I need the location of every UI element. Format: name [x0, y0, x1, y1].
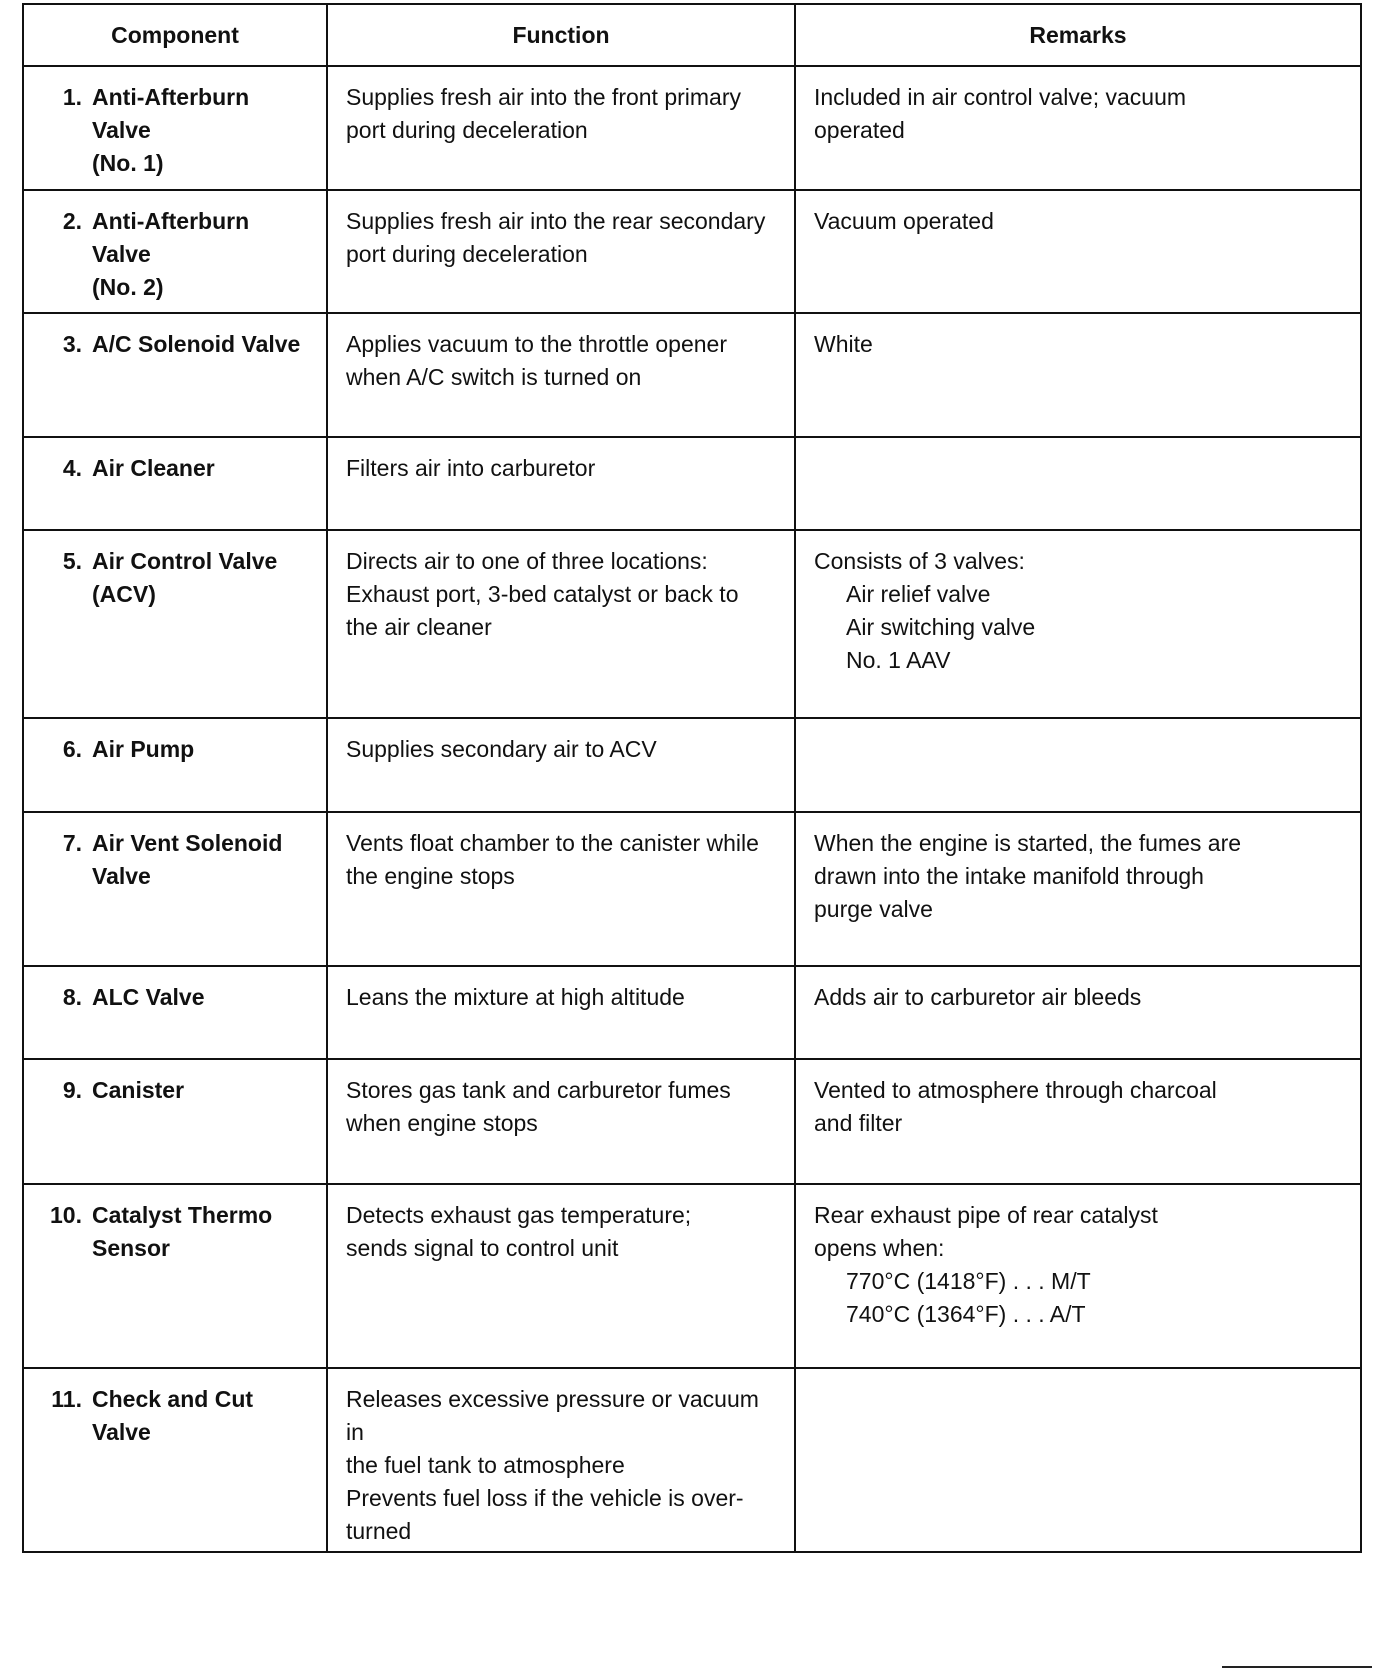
table-row — [23, 718, 1361, 812]
remarks-cell — [795, 718, 1361, 812]
function-cell — [327, 437, 795, 530]
table-row — [23, 437, 1361, 530]
remarks-line: White — [814, 331, 873, 357]
function-line: the air cleaner — [346, 614, 492, 640]
remarks-cell — [795, 313, 1361, 437]
component-number: 2. — [62, 208, 82, 234]
component-name-line: Anti-Afterburn Valve — [92, 208, 250, 267]
function-cell — [327, 1368, 795, 1552]
function-line: Supplies secondary air to ACV — [346, 736, 657, 762]
remarks-line: Rear exhaust pipe of rear catalyst — [814, 1202, 1158, 1228]
table-row — [23, 1059, 1361, 1184]
table-row — [23, 313, 1361, 437]
component-name — [92, 452, 308, 485]
function-line: Releases excessive pressure or vacuum in — [346, 1386, 759, 1445]
remarks-line: operated — [814, 117, 905, 143]
component-number: 10. — [50, 1202, 82, 1228]
remarks-subitem: 770°C (1418°F) . . . M/T — [846, 1268, 1091, 1294]
component-cell — [23, 1184, 327, 1368]
remarks-subitem: Air switching valve — [846, 614, 1036, 640]
function-line: Supplies fresh air into the front primary — [346, 84, 742, 110]
table-row — [23, 812, 1361, 966]
component-name — [92, 981, 308, 1014]
function-line: Applies vacuum to the throttle opener — [346, 331, 728, 357]
function-line: Directs air to one of three locations: — [346, 548, 708, 574]
remarks-cell — [795, 1184, 1361, 1368]
function-line: Filters air into carburetor — [346, 455, 596, 481]
component-name — [92, 81, 308, 180]
component-name — [92, 1199, 308, 1265]
function-cell — [327, 190, 795, 313]
function-line: turned — [346, 1518, 412, 1544]
component-name — [92, 733, 308, 766]
function-cell — [327, 313, 795, 437]
function-line: sends signal to control unit — [346, 1235, 619, 1261]
function-line: when A/C switch is turned on — [346, 364, 642, 390]
function-line: Stores gas tank and carburetor fumes — [346, 1077, 731, 1103]
remarks-line: Vented to atmosphere through charcoal — [814, 1077, 1217, 1103]
remarks-line: Consists of 3 valves: — [814, 548, 1025, 574]
header-remarks: Remarks — [795, 4, 1361, 66]
component-name — [92, 545, 308, 611]
component-name-line: Air Cleaner — [92, 455, 215, 481]
remarks-line: Included in air control valve; vacuum — [814, 84, 1187, 110]
component-cell — [23, 530, 327, 718]
component-name-line: Air Control Valve — [92, 548, 278, 574]
component-name-line: Anti-Afterburn Valve — [92, 84, 250, 143]
remarks-line: When the engine is started, the fumes are — [814, 830, 1242, 856]
component-cell — [23, 718, 327, 812]
component-cell — [23, 1368, 327, 1552]
function-cell — [327, 1059, 795, 1184]
component-cell — [23, 812, 327, 966]
component-name-line: (ACV) — [92, 581, 156, 607]
component-number: 5. — [62, 548, 82, 574]
remarks-cell — [795, 966, 1361, 1059]
function-cell — [327, 1184, 795, 1368]
component-number: 7. — [62, 830, 82, 856]
component-name-line: (No. 2) — [92, 274, 164, 300]
remarks-cell — [795, 190, 1361, 313]
function-line: when engine stops — [346, 1110, 538, 1136]
component-number: 4. — [62, 455, 82, 481]
component-name-line: (No. 1) — [92, 150, 164, 176]
function-line: Vents float chamber to the canister while — [346, 830, 759, 856]
component-name-line: Canister — [92, 1077, 185, 1103]
remarks-cell — [795, 66, 1361, 190]
function-cell — [327, 718, 795, 812]
remarks-cell — [795, 812, 1361, 966]
table-row — [23, 530, 1361, 718]
function-line: Supplies fresh air into the rear secondary — [346, 208, 766, 234]
component-name-line: Check and Cut Valve — [92, 1386, 254, 1445]
table-body — [23, 66, 1361, 1552]
remarks-cell — [795, 530, 1361, 718]
function-line: the fuel tank to atmosphere — [346, 1452, 625, 1478]
remarks-line: opens when: — [814, 1235, 945, 1261]
component-cell — [23, 66, 327, 190]
component-cell — [23, 437, 327, 530]
remarks-subitem: 740°C (1364°F) . . . A/T — [846, 1301, 1086, 1327]
remarks-line: Adds air to carburetor air bleeds — [814, 984, 1142, 1010]
component-name-line: Sensor — [92, 1235, 170, 1261]
component-number: 8. — [62, 984, 82, 1010]
component-name — [92, 1074, 308, 1107]
header-component: Component — [23, 4, 327, 66]
table-row — [23, 66, 1361, 190]
remarks-cell — [795, 1368, 1361, 1552]
component-name-line: A/C Solenoid Valve — [92, 331, 301, 357]
component-name — [92, 1383, 308, 1449]
table-row — [23, 1184, 1361, 1368]
remarks-line: and filter — [814, 1110, 903, 1136]
table-row — [23, 966, 1361, 1059]
function-line: Prevents fuel loss if the vehicle is over- — [346, 1485, 744, 1511]
component-name-line: Valve — [92, 863, 151, 889]
function-line: port during deceleration — [346, 241, 588, 267]
function-line: port during deceleration — [346, 117, 588, 143]
component-name-line: Air Vent Solenoid — [92, 830, 283, 856]
function-line: Leans the mixture at high altitude — [346, 984, 685, 1010]
function-line: Exhaust port, 3-bed catalyst or back to — [346, 581, 739, 607]
component-number: 11. — [51, 1386, 82, 1412]
remarks-line: drawn into the intake manifold through — [814, 863, 1204, 889]
page-edge-rule — [1222, 1666, 1372, 1668]
remarks-line: purge valve — [814, 896, 933, 922]
header-row — [23, 4, 1361, 66]
remarks-subitem: Air relief valve — [846, 581, 991, 607]
function-cell — [327, 530, 795, 718]
table-row — [23, 190, 1361, 313]
remarks-subitem: No. 1 AAV — [846, 647, 951, 673]
component-name — [92, 328, 308, 361]
component-number: 6. — [62, 736, 82, 762]
function-line: the engine stops — [346, 863, 515, 889]
remarks-cell — [795, 1059, 1361, 1184]
component-name — [92, 205, 308, 304]
component-name-line: ALC Valve — [92, 984, 205, 1010]
function-cell — [327, 66, 795, 190]
table-row — [23, 1368, 1361, 1552]
remarks-line: Vacuum operated — [814, 208, 994, 234]
component-cell — [23, 190, 327, 313]
remarks-cell — [795, 437, 1361, 530]
function-cell — [327, 812, 795, 966]
component-name-line: Catalyst Thermo — [92, 1202, 273, 1228]
component-cell — [23, 1059, 327, 1184]
component-name-line: Air Pump — [92, 736, 195, 762]
component-number: 9. — [62, 1077, 82, 1103]
component-number: 3. — [62, 331, 82, 357]
components-table — [22, 3, 1362, 1553]
component-cell — [23, 313, 327, 437]
component-name — [92, 827, 308, 893]
component-cell — [23, 966, 327, 1059]
function-cell — [327, 966, 795, 1059]
header-function: Function — [327, 4, 795, 66]
component-number: 1. — [62, 84, 82, 110]
function-line: Detects exhaust gas temperature; — [346, 1202, 692, 1228]
